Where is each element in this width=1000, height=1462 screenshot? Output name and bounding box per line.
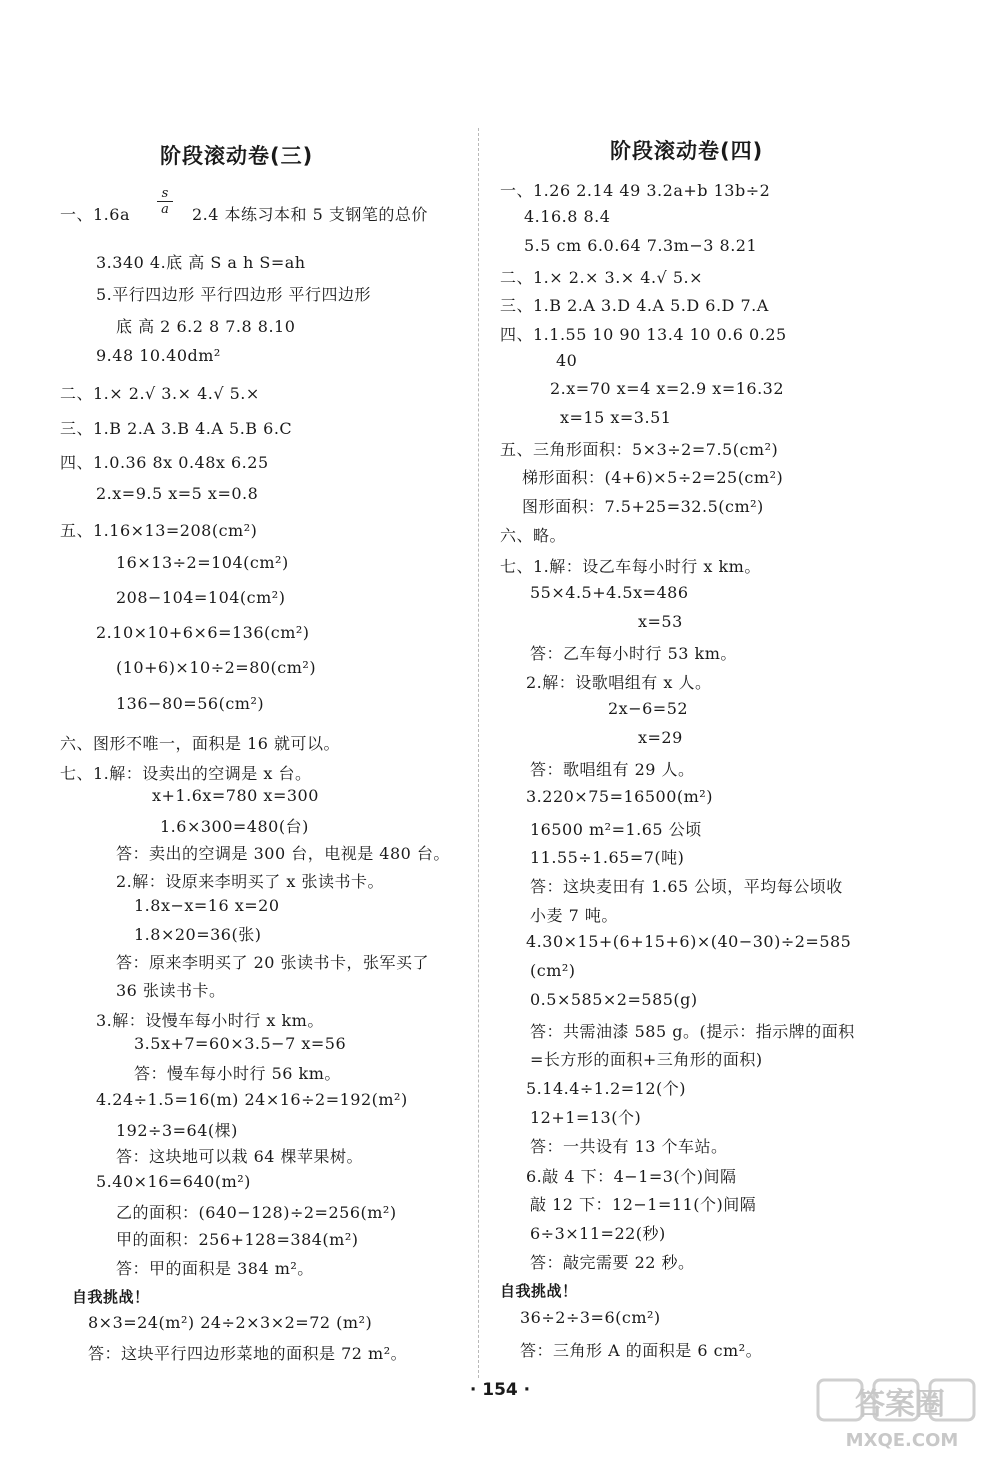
right-answer-line: 4.30×15+(6+15+6)×(40−30)÷2=585 xyxy=(526,932,852,951)
left-answer-line: 5.40×16=640(m²) xyxy=(96,1172,251,1191)
right-answer-line: 图形面积：7.5+25=32.5(cm²) xyxy=(522,497,764,516)
left-answer-line: 208−104=104(cm²) xyxy=(116,588,286,607)
left-answer-line: 3.5x+7=60×3.5−7 x=56 xyxy=(134,1034,347,1053)
right-answer-line: 七、1.解：设乙车每小时行 x km。 xyxy=(500,557,761,576)
right-answer-line: 敲 12 下：12−1=11(个)间隔 xyxy=(530,1195,757,1214)
right-answer-line: 一、1.26 2.14 49 3.2a+b 13b÷2 xyxy=(500,181,771,200)
left-answer-line: 七、1.解：设卖出的空调是 x 台。 xyxy=(60,764,312,783)
right-answer-line: 6.敲 4 下：4−1=3(个)间隔 xyxy=(526,1167,737,1186)
left-answer-line: 乙的面积：(640−128)÷2=256(m²) xyxy=(116,1203,397,1222)
right-answer-line: x=53 xyxy=(638,612,683,631)
right-answer-line: 五、三角形面积：5×3÷2=7.5(cm²) xyxy=(500,440,779,459)
right-answer-line: 二、1.× 2.× 3.× 4.√ 5.× xyxy=(500,268,703,287)
right-answer-line: 答：敲完需要 22 秒。 xyxy=(530,1253,695,1272)
left-answer-line: 2.4 本练习本和 5 支钢笔的总价 xyxy=(192,205,428,224)
left-answer-line: 四、1.0.36 8x 0.48x 6.25 xyxy=(60,453,269,472)
left-answer-line: 一、1.6a xyxy=(60,205,130,224)
right-answer-line: 11.55÷1.65=7(吨) xyxy=(530,848,685,867)
left-answer-line: 1.8x−x=16 x=20 xyxy=(134,896,280,915)
left-answer-line: 答：原来李明买了 20 张读书卡，张军买了 xyxy=(116,953,430,972)
right-answer-line: 2.解：设歌唱组有 x 人。 xyxy=(526,673,712,692)
left-answer-line: 16×13÷2=104(cm²) xyxy=(116,553,289,572)
left-answer-line: 8×3=24(m²) 24÷2×3×2=72 (m²) xyxy=(88,1313,373,1332)
left-answer-line: 五、1.16×13=208(cm²) xyxy=(60,521,258,540)
right-answer-line: 答：乙车每小时行 53 km。 xyxy=(530,644,737,663)
left-answer-line: 192÷3=64(棵) xyxy=(116,1121,238,1140)
right-answer-line: 16500 m²=1.65 公顷 xyxy=(530,820,702,839)
column-divider xyxy=(478,128,479,1378)
right-answer-line: x=15 x=3.51 xyxy=(560,408,672,427)
left-answer-line: 甲的面积：256+128=384(m²) xyxy=(116,1230,359,1249)
right-answer-line: 三、1.B 2.A 3.D 4.A 5.D 6.D 7.A xyxy=(500,296,769,315)
left-answer-line: 自我挑战！ xyxy=(72,1288,150,1306)
left-answer-line: 答：这块平行四边形菜地的面积是 72 m²。 xyxy=(88,1344,408,1363)
fraction-numerator: s xyxy=(157,186,173,202)
right-answer-line: 12+1=13(个) xyxy=(530,1108,642,1127)
left-answer-line: 1.6×300=480(台) xyxy=(160,817,309,836)
right-answer-line: 答：三角形 A 的面积是 6 cm²。 xyxy=(520,1341,763,1360)
left-answer-line: x+1.6x=780 x=300 xyxy=(152,786,319,805)
left-answer-line: 2.x=9.5 x=5 x=0.8 xyxy=(96,484,259,503)
right-answer-line: 5.5 cm 6.0.64 7.3m−3 8.21 xyxy=(524,236,758,255)
right-answer-line: x=29 xyxy=(638,728,683,747)
left-answer-line: 9.48 10.40dm² xyxy=(96,346,221,365)
left-answer-line: 三、1.B 2.A 3.B 4.A 5.B 6.C xyxy=(60,419,293,438)
page-number: · 154 · xyxy=(469,1380,531,1400)
right-answer-line: 40 xyxy=(556,351,578,370)
right-answer-line: 36÷2÷3=6(cm²) xyxy=(520,1308,661,1327)
right-answer-line: 55×4.5+4.5x=486 xyxy=(530,583,689,602)
left-answer-line: 136−80=56(cm²) xyxy=(116,694,265,713)
left-answer-line: 六、图形不唯一，面积是 16 就可以。 xyxy=(60,734,341,753)
left-title: 阶段滚动卷(三) xyxy=(160,144,314,168)
left-answer-line: 3.解：设慢车每小时行 x km。 xyxy=(96,1011,324,1030)
left-answer-line: (10+6)×10÷2=80(cm²) xyxy=(116,658,317,677)
right-answer-line: 0.5×585×2=585(g) xyxy=(530,990,698,1009)
left-answer-line: 36 张读书卡。 xyxy=(116,981,226,1000)
right-answer-line: (cm²) xyxy=(530,961,576,980)
right-answer-line: 答：这块麦田有 1.65 公顷，平均每公顷收 xyxy=(530,877,843,896)
right-answer-line: 4.16.8 8.4 xyxy=(524,207,611,226)
right-title: 阶段滚动卷(四) xyxy=(610,139,764,163)
left-answer-line: 3.340 4.底 高 S a h S=ah xyxy=(96,253,306,272)
right-answer-line: 答：歌唱组有 29 人。 xyxy=(530,760,695,779)
right-answer-line: =长方形的面积+三角形的面积) xyxy=(530,1050,763,1069)
left-answer-line: 二、1.× 2.√ 3.× 4.√ 5.× xyxy=(60,384,260,403)
fraction-s-over-a xyxy=(157,186,173,218)
right-answer-line: 2.x=70 x=4 x=2.9 x=16.32 xyxy=(550,379,785,398)
right-answer-line: 自我挑战！ xyxy=(500,1282,578,1300)
right-answer-line: 小麦 7 吨。 xyxy=(530,906,618,925)
left-answer-line: 底 高 2 6.2 8 7.8 8.10 xyxy=(116,317,296,336)
left-answer-line: 2.解：设原来李明买了 x 张读书卡。 xyxy=(116,872,384,891)
left-answer-line: 答：慢车每小时行 56 km。 xyxy=(134,1064,341,1083)
left-answer-line: 答：这块地可以栽 64 棵苹果树。 xyxy=(116,1147,364,1166)
left-answer-line: 1.8×20=36(张) xyxy=(134,925,262,944)
left-answer-line: 5.平行四边形 平行四边形 平行四边形 xyxy=(96,285,371,304)
left-answer-line: 答：甲的面积是 384 m²。 xyxy=(116,1259,314,1278)
watermark-text-top: 答案圈 xyxy=(855,1387,945,1422)
watermark-logo xyxy=(810,1374,990,1454)
right-answer-line: 2x−6=52 xyxy=(608,699,689,718)
fraction-denominator: a xyxy=(161,202,169,217)
right-answer-line: 6÷3×11=22(秒) xyxy=(530,1224,666,1243)
watermark-text-bottom: MXQE.COM xyxy=(845,1430,959,1451)
right-answer-line: 四、1.1.55 10 90 13.4 10 0.6 0.25 xyxy=(500,325,787,344)
left-answer-line: 答：卖出的空调是 300 台，电视是 480 台。 xyxy=(116,844,450,863)
right-answer-line: 六、略。 xyxy=(500,526,567,545)
right-answer-line: 3.220×75=16500(m²) xyxy=(526,787,713,806)
right-answer-line: 5.14.4÷1.2=12(个) xyxy=(526,1079,686,1098)
right-answer-line: 答：一共设有 13 个车站。 xyxy=(530,1137,728,1156)
left-answer-line: 4.24÷1.5=16(m) 24×16÷2=192(m²) xyxy=(96,1090,408,1109)
left-answer-line: 2.10×10+6×6=136(cm²) xyxy=(96,623,310,642)
right-answer-line: 答：共需油漆 585 g。(提示：指示牌的面积 xyxy=(530,1022,855,1041)
right-answer-line: 梯形面积：(4+6)×5÷2=25(cm²) xyxy=(522,468,784,487)
